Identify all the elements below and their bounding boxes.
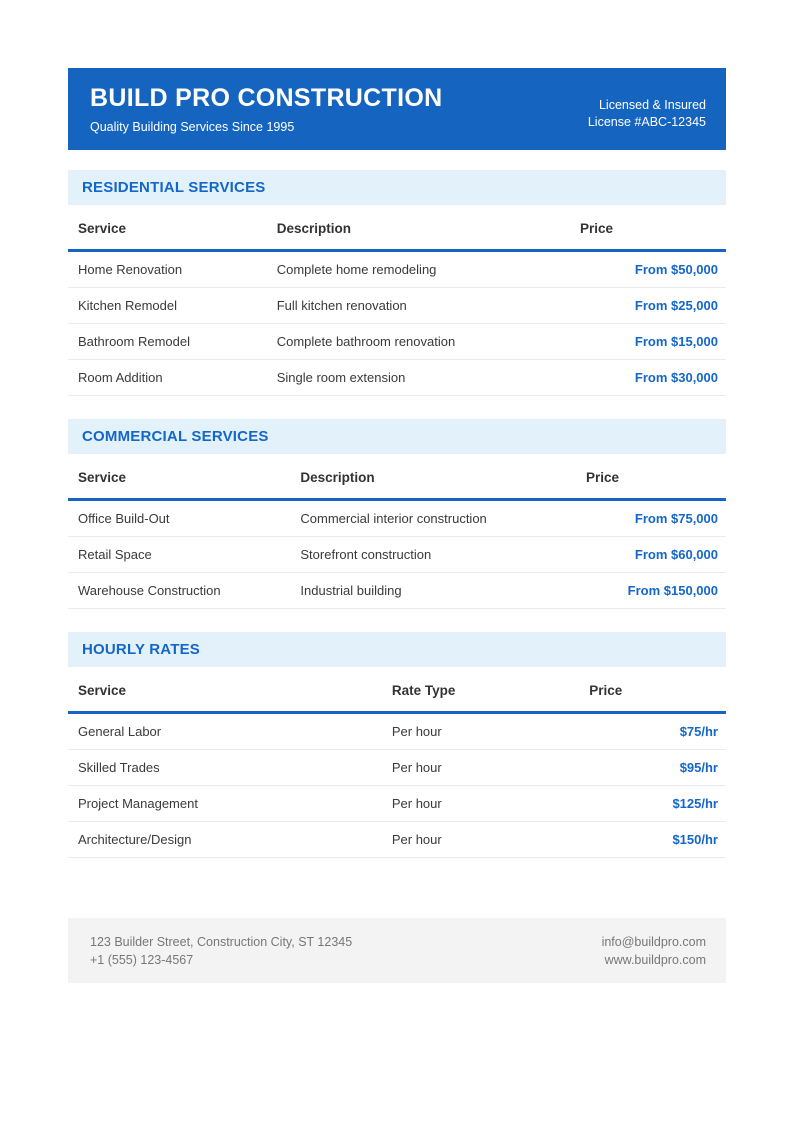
- table-row: [68, 500, 726, 537]
- service-cell: Home Renovation: [68, 251, 267, 288]
- license-number: License #ABC-12345: [587, 115, 706, 129]
- email-text: info@buildpro.com: [601, 935, 706, 949]
- service-cell: Room Addition: [68, 360, 267, 396]
- service-cell: Skilled Trades: [68, 750, 382, 786]
- service-cell: Warehouse Construction: [68, 573, 290, 609]
- section-commercial-services: [68, 419, 726, 609]
- section-hourly-rates: [68, 632, 726, 858]
- table-row: [68, 251, 726, 288]
- service-cell: Project Management: [68, 786, 382, 822]
- price-cell: $125/hr: [579, 786, 726, 822]
- description-cell: Per hour: [382, 750, 579, 786]
- description-cell: Complete home remodeling: [267, 251, 570, 288]
- table-row: [68, 324, 726, 360]
- section-title: HOURLY RATES: [68, 632, 726, 667]
- footer-right: [602, 933, 706, 969]
- price-cell: $150/hr: [579, 822, 726, 858]
- description-cell: Storefront construction: [290, 537, 576, 573]
- service-cell: General Labor: [68, 713, 382, 750]
- service-cell: Architecture/Design: [68, 822, 382, 858]
- column-header: Service: [68, 668, 382, 713]
- company-tagline: Quality Building Services Since 1995: [90, 120, 295, 134]
- price-table: [68, 455, 726, 609]
- service-cell: Retail Space: [68, 537, 290, 573]
- table-row: [68, 537, 726, 573]
- header-row: [68, 206, 726, 251]
- description-cell: Per hour: [382, 713, 579, 750]
- description-cell: Full kitchen renovation: [267, 288, 570, 324]
- section-title: RESIDENTIAL SERVICES: [68, 170, 726, 205]
- phone-text: +1 (555) 123-4567: [90, 953, 194, 967]
- price-table: [68, 206, 726, 396]
- header-row: [68, 455, 726, 500]
- section-residential-services: [68, 170, 726, 396]
- column-header: Service: [68, 455, 290, 500]
- price-cell: From $60,000: [576, 537, 726, 573]
- table-row: [68, 288, 726, 324]
- price-cell: From $25,000: [570, 288, 726, 324]
- footer-left: [90, 933, 352, 969]
- website-text: www.buildpro.com: [604, 953, 706, 967]
- header-row: [68, 668, 726, 713]
- company-identity: [90, 84, 442, 134]
- contact-footer: [68, 918, 726, 983]
- table-row: [68, 822, 726, 858]
- service-cell: Kitchen Remodel: [68, 288, 267, 324]
- service-cell: Bathroom Remodel: [68, 324, 267, 360]
- column-header: Description: [267, 206, 570, 251]
- price-cell: From $50,000: [570, 251, 726, 288]
- address-text: 123 Builder Street, Construction City, ST 12345: [90, 935, 353, 949]
- description-cell: Complete bathroom renovation: [267, 324, 570, 360]
- table-row: [68, 360, 726, 396]
- price-cell: $75/hr: [579, 713, 726, 750]
- sections-container: [68, 170, 726, 858]
- column-header: Service: [68, 206, 267, 251]
- service-cell: Office Build-Out: [68, 500, 290, 537]
- licensed-insured-label: Licensed & Insured: [598, 98, 706, 112]
- license-badge: [588, 97, 706, 131]
- column-header: Description: [290, 455, 576, 500]
- column-header: Rate Type: [382, 668, 579, 713]
- description-cell: Industrial building: [290, 573, 576, 609]
- description-cell: Per hour: [382, 822, 579, 858]
- company-name: BUILD PRO CONSTRUCTION: [90, 84, 443, 112]
- column-header: Price: [570, 206, 726, 251]
- price-cell: From $30,000: [570, 360, 726, 396]
- company-header-banner: [68, 68, 726, 150]
- price-cell: $95/hr: [579, 750, 726, 786]
- description-cell: Single room extension: [267, 360, 570, 396]
- description-cell: Commercial interior construction: [290, 500, 576, 537]
- price-table: [68, 668, 726, 858]
- column-header: Price: [579, 668, 726, 713]
- description-cell: Per hour: [382, 786, 579, 822]
- table-row: [68, 786, 726, 822]
- price-cell: From $75,000: [576, 500, 726, 537]
- price-cell: From $150,000: [576, 573, 726, 609]
- table-row: [68, 713, 726, 750]
- table-row: [68, 750, 726, 786]
- column-header: Price: [576, 455, 726, 500]
- price-cell: From $15,000: [570, 324, 726, 360]
- table-row: [68, 573, 726, 609]
- section-title: COMMERCIAL SERVICES: [68, 419, 726, 454]
